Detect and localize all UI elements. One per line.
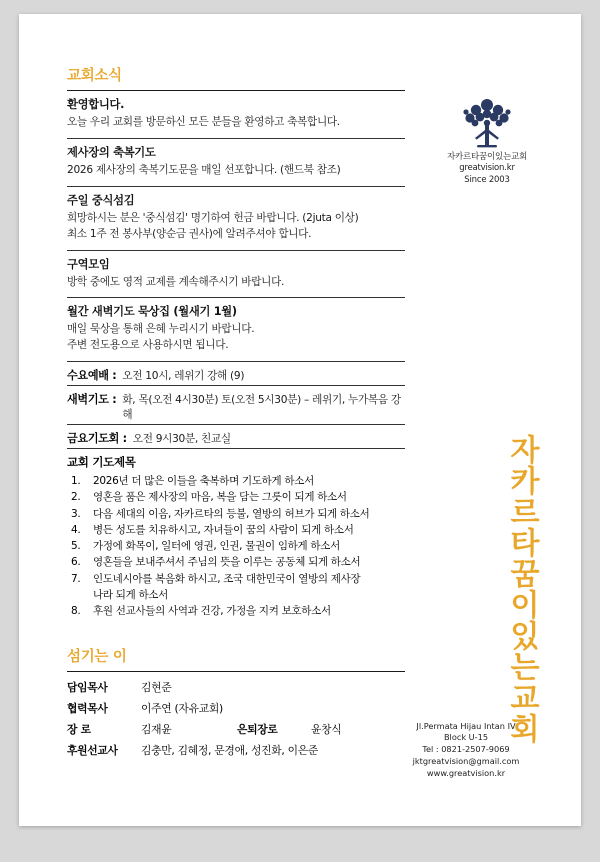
divider — [67, 186, 405, 187]
divider — [67, 424, 405, 425]
logo-church-name: 자카르타꿈이있는교회 — [446, 152, 528, 162]
church-address — [381, 721, 551, 780]
list-item-text: 병든 성도를 치유하시고, 자녀들이 꿈의 사람이 되게 하소서 — [93, 523, 354, 536]
staff-role-2: 은퇴장로 — [237, 723, 278, 737]
address-phone: Tel : 0821-2507-9069 — [422, 744, 510, 755]
schedule-label: 수요예배 : — [67, 369, 117, 383]
divider — [67, 138, 405, 139]
table-row — [67, 698, 407, 719]
staff-name-2 — [311, 677, 407, 698]
logo-site: greatvision.kr — [459, 163, 515, 174]
news-item-line: 오늘 우리 교회를 방문하신 모든 분들을 환영하고 축복합니다. — [67, 116, 340, 128]
divider — [67, 671, 405, 672]
staff-name: 김현준 — [141, 681, 172, 695]
news-item-head: 환영합니다. — [67, 98, 125, 111]
list-item-number: 5. — [71, 540, 81, 553]
list-item — [67, 490, 407, 505]
news-item — [67, 256, 407, 291]
vertical-church-title: 자카르타꿈이있는교회 — [504, 434, 539, 744]
list-item-number — [67, 588, 93, 603]
staff-name: 이주연 (자유교회) — [141, 702, 223, 716]
schedule-label: 금요기도회 : — [67, 432, 127, 446]
list-item-text: 영혼들을 보내주셔서 주님의 뜻을 이루는 공동체 되게 하소서 — [93, 556, 361, 569]
news-item-line: 희망하시는 분은 '중식섬김' 명기하여 헌금 바랍니다. (2juta 이상) — [67, 211, 359, 224]
schedule-dawn — [67, 391, 407, 422]
list-item-number: 3. — [71, 507, 81, 520]
news-item-head: 구역모임 — [67, 257, 110, 271]
address-email: jktgreatvision@gmail.com — [412, 756, 520, 767]
list-item-number: 6. — [71, 556, 81, 569]
news-item-line: 매일 묵상을 통해 은혜 누리시기 바랍니다. — [67, 323, 255, 336]
list-item — [67, 572, 407, 587]
staff-name-2: 윤창식 — [311, 723, 342, 737]
schedule-friday — [67, 430, 407, 446]
schedule-value: 오전 10시, 레위기 강해 (9) — [122, 370, 245, 383]
bulletin-page — [19, 14, 581, 826]
prayer-topics-title: 교회 기도제목 — [67, 455, 136, 470]
staff-role: 후원선교사 — [67, 744, 118, 758]
news-item-head: 주일 중식섬김 — [67, 193, 135, 207]
divider — [67, 297, 405, 298]
divider — [67, 250, 405, 251]
staff-role: 장 로 — [67, 723, 91, 737]
list-item-text: 2026년 더 많은 이들을 축복하며 기도하게 하소서 — [93, 475, 314, 488]
address-website: www.greatvision.kr — [426, 768, 506, 779]
list-item-number: 2. — [71, 491, 81, 504]
news-item-line: 방학 중에도 영적 교제를 계속해주시기 바랍니다. — [67, 275, 285, 288]
list-item — [67, 555, 407, 570]
list-item-text: 후원 선교사들의 사역과 건강, 가정을 지켜 보호하소서 — [93, 604, 331, 617]
list-item — [67, 523, 407, 538]
staff-name-2 — [311, 698, 407, 719]
divider — [67, 385, 405, 386]
list-item-text: 나라 되게 하소서 — [93, 588, 168, 601]
list-item — [67, 539, 407, 554]
list-item — [67, 507, 407, 522]
news-item-line: 2026 제사장의 축복기도문을 매일 선포합니다. (핸드북 참조) — [67, 163, 341, 176]
list-item-text: 영혼을 품은 제사장의 마음, 복을 담는 그릇이 되게 하소서 — [93, 491, 347, 504]
staff-role-2 — [237, 677, 311, 698]
church-logo — [427, 92, 547, 186]
news-item-line: 최소 1주 전 봉사부(양순금 권사)에 알려주셔야 합니다. — [67, 227, 312, 240]
list-item-number: 1. — [71, 475, 81, 488]
serve-title: 섬기는 이 — [67, 649, 127, 666]
list-item-number: 4. — [71, 523, 81, 536]
news-item-head: 제사장의 축복기도 — [67, 145, 156, 159]
prayer-topics-list — [67, 474, 407, 619]
logo-since: Since 2003 — [464, 174, 510, 185]
left-column — [67, 64, 407, 761]
address-line: Block U-15 — [443, 732, 489, 743]
table-row — [67, 740, 407, 761]
staff-role-2 — [237, 698, 311, 719]
list-item-text: 가정에 화목이, 일터에 영권, 인권, 물권이 임하게 하소서 — [93, 540, 340, 553]
list-item — [67, 604, 407, 619]
list-item-number: 7. — [71, 572, 81, 585]
news-item — [67, 303, 407, 354]
news-title: 교회소식 — [67, 68, 122, 84]
staff-role: 협력목사 — [67, 702, 108, 716]
list-item-text: 인도네시아를 복음화 하시고, 조국 대한민국이 열방의 제사장 — [93, 572, 361, 585]
news-item — [67, 144, 407, 179]
staff-name: 김충만, 김혜정, 문경애, 성진화, 이은준 — [141, 744, 319, 758]
list-item — [67, 588, 407, 603]
news-item-head: 월간 새벽기도 묵상집 (월새기 1월) — [67, 305, 237, 319]
schedule-value: 화, 목(오전 4시30분) 토(오전 5시30분) – 레위기, 누가복음 강해 — [122, 394, 401, 422]
schedule-value: 오전 9시30분, 친교실 — [132, 433, 231, 446]
tree-logo-icon — [455, 92, 519, 150]
news-item-line: 주변 전도용으로 사용하시면 됩니다. — [67, 339, 229, 352]
schedule-wednesday — [67, 367, 407, 383]
divider — [67, 90, 405, 91]
staff-table — [67, 677, 407, 761]
schedule-label: 새벽기도 : — [67, 393, 117, 407]
news-item — [67, 192, 407, 243]
list-item — [67, 474, 407, 489]
list-item-number: 8. — [71, 604, 81, 617]
list-item-text: 다음 세대의 이음, 자카르타의 등불, 열방의 허브가 되게 하소서 — [93, 507, 370, 520]
table-row — [67, 677, 407, 698]
staff-name: 김재윤 — [141, 723, 172, 737]
news-item — [67, 96, 407, 131]
staff-role: 담임목사 — [67, 681, 108, 695]
address-line: Jl.Permata Hijau Intan IV — [416, 720, 516, 731]
table-row — [67, 719, 407, 740]
divider — [67, 361, 405, 362]
divider — [67, 448, 405, 449]
